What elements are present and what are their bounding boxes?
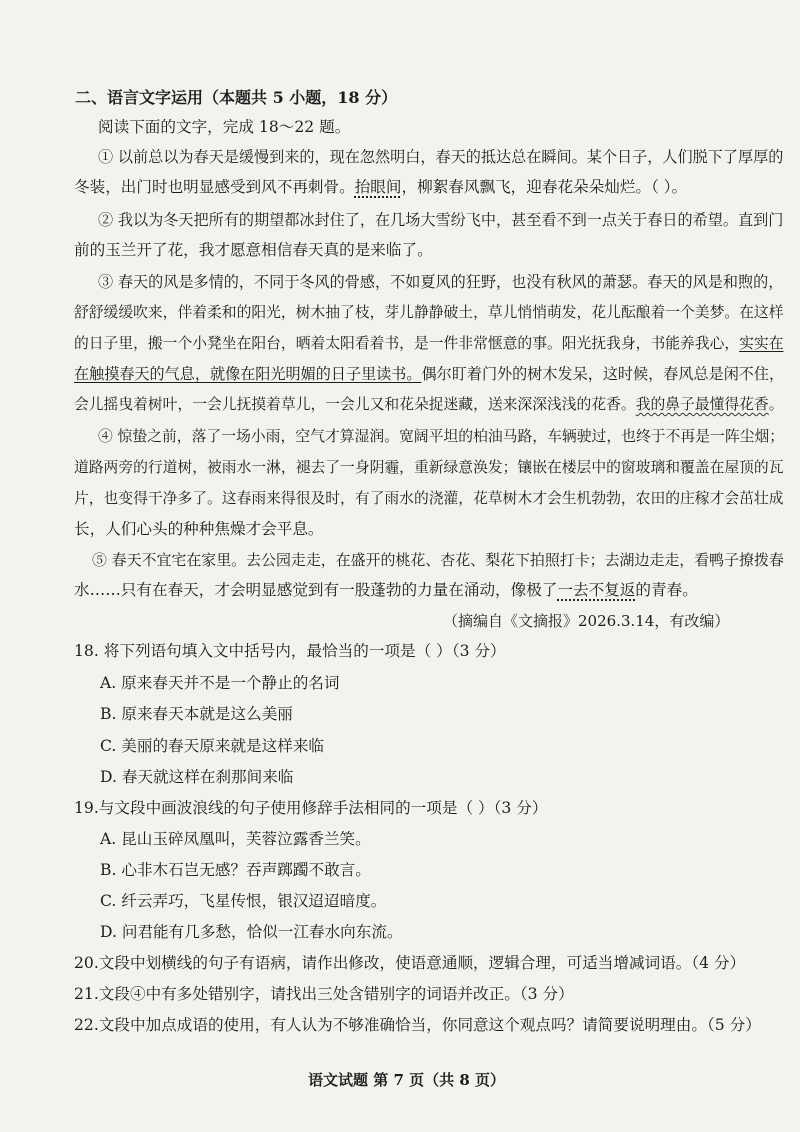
text-segment: 的青春。 bbox=[635, 581, 698, 599]
paragraph-3-line-1: ③ 春天的风是多情的，不同于冬风的骨感，不如夏风的狂野，也没有秋风的萧瑟。春天的风是和煦的， bbox=[98, 273, 784, 291]
question-22: 22.文段中加点成语的使用，有人认为不够准确恰当，你同意这个观点吗？请简要说明理由。（5 分） bbox=[74, 1016, 761, 1034]
paragraph-4-line-3: 片，也变得干净多了。这春雨来得很及时，有了雨水的浇灌，花草树木才会生机勃勃，农田的庄稼才会茁壮成 bbox=[74, 490, 784, 507]
paragraph-2-line-1: ② 我以为冬天把所有的期望都冰封住了，在几场大雪纷飞中，甚至看不到一点关于春日的希望。直到门 bbox=[98, 211, 784, 229]
page-footer: 语文试题 第 7 页（共 8 页） bbox=[308, 1071, 505, 1089]
wavy-underlined-sentence: 我的鼻子最懂得花香 bbox=[635, 396, 769, 413]
question-19-option-b: B. 心非木石岂无感？吞声踯躅不敢言。 bbox=[100, 861, 371, 879]
underlined-sentence: 在触摸春天的气息，就像在阳光明媚的日子里读书。 bbox=[74, 365, 422, 383]
question-18-option-c: C. 美丽的春天原来就是这样来临 bbox=[100, 737, 325, 755]
text-segment: 会儿摇曳着树叶，一会儿抚摸着草儿，一会儿又和花朵捉迷藏，送来深深浅浅的花香。 bbox=[74, 396, 636, 413]
text-segment: 偶尔盯着门外的树木发呆，这时候，春风总是闲不住， bbox=[421, 365, 785, 383]
section-title: 二、语言文字运用（本题共 5 小题，18 分） bbox=[75, 88, 398, 107]
dotted-idiom: 抬眼间 bbox=[354, 178, 402, 196]
question-18-option-b: B. 原来春天本就是这么美丽 bbox=[100, 705, 293, 723]
reading-instruction: 阅读下面的文字，完成 18～22 题。 bbox=[98, 118, 351, 136]
text-segment: 冬装，出门时也明显感受到风不再刺骨。 bbox=[74, 178, 355, 196]
source-citation: （摘编自《文摘报》2026.3.14，有改编） bbox=[443, 612, 730, 630]
text-segment: 的日子里，搬一个小凳坐在阳台，晒着太阳看着书，是一件非常惬意的事。阳光抚我身，书能养我心， bbox=[74, 335, 740, 352]
underlined-sentence: 实实在 bbox=[739, 335, 784, 352]
paragraph-5-line-1: ⑤ 春天不宜宅在家里。去公园走走，在盛开的桃花、杏花、梨花下拍照打卡；去湖边走走，看鸭子撩拨春 bbox=[92, 551, 784, 569]
question-19-option-c: C. 纤云弄巧，飞星传恨，银汉迢迢暗度。 bbox=[100, 892, 387, 910]
paragraph-3-line-3 bbox=[74, 334, 784, 354]
question-19-option-a: A. 昆山玉碎凤凰叫，芙蓉泣露香兰笑。 bbox=[100, 830, 371, 848]
question-18-option-d: D. 春天就这样在刹那间来临 bbox=[100, 768, 294, 786]
text-segment: 水……只有在春天，才会明显感觉到有一股蓬勃的力量在涌动，像极了 bbox=[74, 581, 558, 599]
dotted-idiom: 一去不复返 bbox=[557, 581, 636, 599]
question-21: 21.文段④中有多处错别字，请找出三处含错别字的词语并改正。（3 分） bbox=[74, 985, 574, 1003]
paragraph-3-line-4 bbox=[74, 364, 784, 384]
paragraph-3-line-5 bbox=[74, 395, 784, 415]
paragraph-1-line-2 bbox=[74, 177, 687, 197]
text-segment: ，柳絮春风飘飞，迎春花朵朵灿烂。（ ）。 bbox=[401, 178, 688, 196]
question-18-stem: 18. 将下列语句填入文中括号内，最恰当的一项是（ ）（3 分） bbox=[74, 642, 506, 660]
question-18-option-a: A. 原来春天并不是一个静止的名词 bbox=[100, 674, 340, 692]
paragraph-5-line-2 bbox=[74, 580, 698, 600]
paragraph-4-line-2: 道路两旁的行道树，被雨水一淋，褪去了一身阴霾，重新绿意涣发；镶嵌在楼层中的窗玻璃和覆盖在屋顶的瓦 bbox=[74, 459, 784, 476]
paragraph-2-line-2: 前的玉兰开了花，我才愿意相信春天真的是来临了。 bbox=[74, 241, 433, 259]
paragraph-4-line-1: ④ 惊蛰之前，落了一场小雨，空气才算湿润。宽阔平坦的柏油马路，车辆驶过，也终于不再是一阵尘烟； bbox=[98, 428, 785, 445]
paragraph-4-line-4: 长，人们心头的种种焦燥才会平息。 bbox=[74, 520, 324, 538]
paragraph-3-line-2: 舒舒缓缓吹来，伴着柔和的阳光，树木抽了枝，芽儿静静破土，草儿悄悄萌发，花儿酝酿着一个美梦。在这样 bbox=[74, 304, 784, 321]
question-19-option-d: D. 问君能有几多愁，恰似一江春水向东流。 bbox=[100, 923, 403, 941]
paragraph-1-line-1: ① 以前总以为春天是缓慢到来的，现在忽然明白，春天的抵达总在瞬间。某个日子，人们脱下了厚厚的 bbox=[98, 148, 784, 166]
question-20: 20.文段中划横线的句子有语病，请作出修改，使语意通顺，逻辑合理，可适当增减词语。（4 分） bbox=[74, 954, 746, 972]
question-19-stem: 19.与文段中画波浪线的句子使用修辞手法相同的一项是（ ）（3 分） bbox=[74, 799, 548, 817]
text-segment: 。 bbox=[768, 396, 784, 413]
